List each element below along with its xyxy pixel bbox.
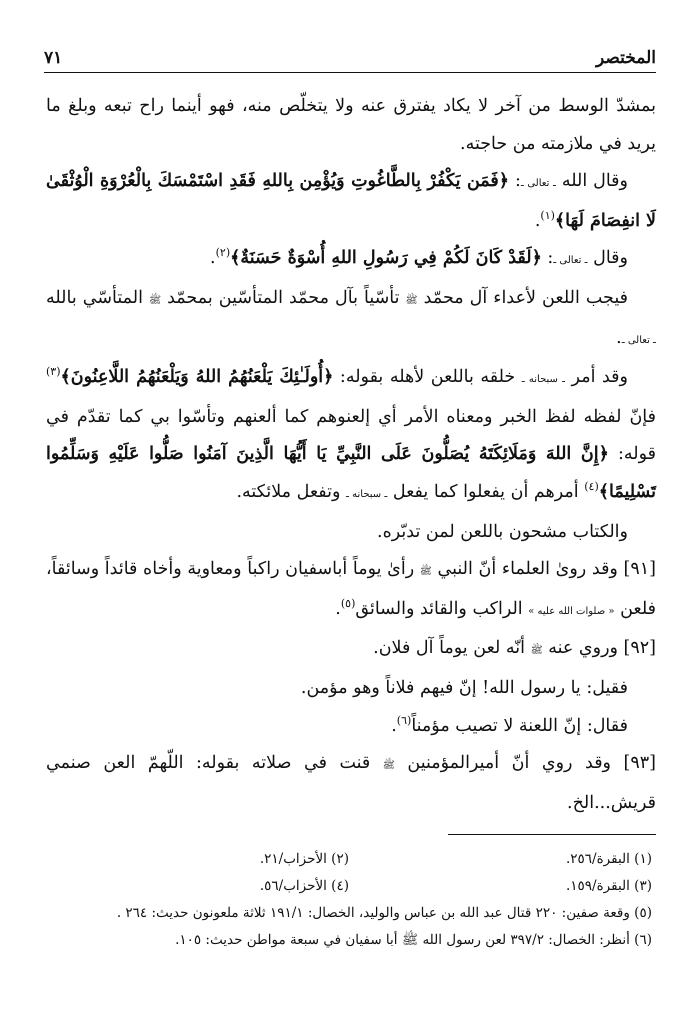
hadith-92: [٩٢] وروي عنه ﷺ أنّه لعن يوماً آل فلان. — [373, 638, 656, 659]
footnote-row — [46, 873, 652, 900]
quran-verse: ﴿لَقَدْ كَانَ لَكُمْ فِي رَسُولِ اللهِ أُسْوَةٌ حَسَنَةٌ﴾ — [230, 248, 542, 269]
paragraph-6: والكتاب مشحون باللعن لمن تدبّره. — [377, 521, 628, 542]
paragraph-3: وقال ـ تعالى ـ: ﴿لَقَدْ كَانَ لَكُمْ فِي رَسُولِ اللهِ أُسْوَةٌ حَسَنَةٌ﴾$^{(٢)}$. — [210, 246, 628, 269]
footnote-ref: (٥) — [340, 596, 356, 610]
quran-verse: ﴿إِنَّ اللهَ وَمَلَائِكَتَهُ يُصَلُّونَ عَلَى النَّبِيِّ يَا أَيُّهَا الَّذِينَ آمَنُوا صَلُّوا عَلَيْهِ وَسَلِّمُوا تَسْلِيمًا﴾ — [46, 444, 656, 502]
paragraph-2: وقال الله ـ تعالى ـ: ﴿فَمَن يَكْفُرْ بِالطَّاغُوتِ وَيُؤْمِن بِاللهِ فَقَدِ اسْتَمْسَكَ بِالْعُرْوَةِ الْوُثْقَىٰ لَا انفِصَامَ لَهَا﴾$^{(١)}$. — [46, 171, 656, 231]
footnote-ref: (٦) — [396, 713, 412, 727]
paragraph-9: فقيل: يا رسول الله! إنّ فيهم فلاناً وهو مؤمن. — [300, 677, 628, 698]
quran-verse: ﴿فَمَن يَكْفُرْ بِالطَّاغُوتِ وَيُؤْمِن بِاللهِ فَقَدِ اسْتَمْسَكَ بِالْعُرْوَةِ الْوُثْقَىٰ لَا انفِصَامَ لَهَا﴾ — [46, 171, 656, 231]
footnote-2: (٢) الأحزاب/٢١. — [259, 851, 349, 867]
footnote-rule — [448, 834, 656, 835]
page-header — [44, 38, 656, 68]
hadith-93: [٩٣] وقد روي أنّ أميرالمؤمنين ﷺ قنت في صلاته بقوله: اللّهمّ العن صنمي قريش...الخ. — [46, 753, 656, 813]
header-rule — [44, 72, 656, 73]
quran-verse: ﴿أُولَـٰئِكَ يَلْعَنُهُمُ اللهُ وَيَلْعَنُهُمُ اللَّاعِنُونَ﴾ — [60, 367, 334, 388]
paragraph-5: وقد أمر ـ سبحانه ـ خلقه باللعن لأهله بقوله: ﴿أُولَـٰئِكَ يَلْعَنُهُمُ اللهُ وَيَلْعَنُهُمُ اللَّاعِنُونَ﴾$^{(٣)}$ فإنّ لفظه لفظ الخبر ومعناه الأمر أي إلعنوهم كما ألعنهم وتأسّوا بي كما تقدّم في قوله: ﴿إِنَّ اللهَ وَمَلَائِكَتَهُ يُصَلُّونَ عَلَى النَّبِيِّ يَا أَيُّهَا الَّذِينَ آمَنُوا صَلُّوا عَلَيْهِ وَسَلِّمُوا تَسْلِيمًا﴾$^{(٤)}$ أمرهم أن يفعلوا كما يفعل ـ سبحانه ـ وتفعل ملائكته. — [46, 365, 656, 502]
footnote-ref: (٤) — [584, 480, 599, 494]
running-title: المختصر — [596, 48, 656, 68]
paragraph-1: بمشدّ الوسط من آخر لا يكاد يفترق عنه ولا يتخلّص منه، فهو أينما راح تبعه وبلغ ما يريد في ملازمته من حاجته. — [46, 96, 656, 154]
main-text — [46, 88, 656, 822]
footnote-5: (٥) وقعة صفين: ٢٢٠ قتال عبد الله بن عباس والوليد، الخصال: ١٩١/١ ثلاثة ملعونون حديث: ٢٦٤ . — [116, 905, 652, 921]
footnote-1: (١) البقرة/٢٥٦. — [565, 851, 652, 867]
footnote-ref: (٣) — [46, 365, 61, 379]
footnote-4: (٤) الأحزاب/٥٦. — [259, 878, 349, 894]
footnote-3: (٣) البقرة/١٥٩. — [565, 878, 652, 894]
hadith-91: [٩١] وقد روىٰ العلماء أنّ النبي ﷺ رأىٰ يوماً أباسفيان راكباً ومعاوية وأخاه قائداً وسائقاً، فلعن « صلوات الله عليه » الراكب والقائد والسائق$^{(٥)}$. — [46, 559, 656, 619]
footnote-ref: (٢) — [215, 246, 231, 260]
footnote-6: (٦) أنظر: الخصال: ٣٩٧/٢ لعن رسول الله ﷺ أبا سفيان في سبعة مواطن حديث: ١٠٥. — [175, 932, 652, 948]
page-number: ٧١ — [44, 48, 63, 68]
footnotes — [46, 846, 652, 954]
footnote-ref: (١) — [540, 208, 555, 222]
paragraph-4: فيجب اللعن لأعداء آل محمّد ﷺ تأسّياً بآل محمّد المتأسّين بمحمّد ﷺ المتأسّي بالله ـ تعالى ـ. — [46, 287, 656, 348]
paragraph-10: فقال: إنّ اللعنة لا تصيب مؤمناً$^{(٦)}$. — [391, 713, 628, 736]
footnote-row — [46, 846, 652, 873]
